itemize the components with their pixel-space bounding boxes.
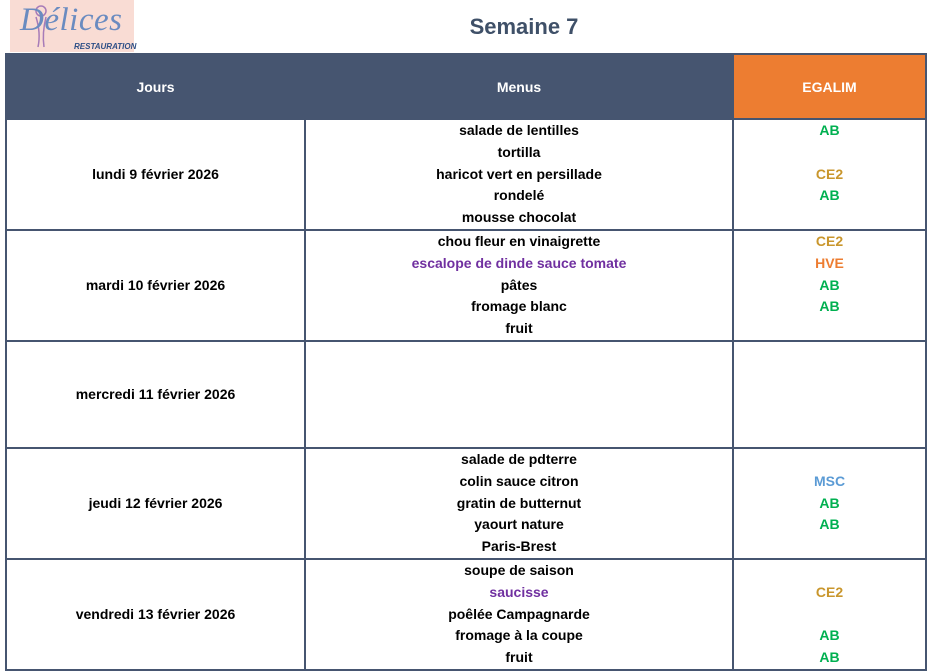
egalim-label: AB [819,649,840,666]
dish-item: fromage à la coupe [455,627,583,644]
egalim-label: CE2 [815,583,844,600]
egalim-label [734,449,925,471]
egalim-label: HVE [815,254,844,271]
dish-item: tortilla [497,143,541,160]
dish-item: saucisse [489,583,549,600]
dish-item: pâtes [500,276,538,293]
egalim-label [734,142,925,164]
egalim-cell [733,230,926,341]
day-cell: vendredi 13 février 2026 [6,559,305,670]
egalim-label [734,560,925,582]
dish-item: colin sauce citron [459,472,579,489]
egalim-label: AB [819,494,840,511]
menu-cell [305,230,733,341]
dish-item: salade de pdterre [461,450,577,467]
logo-subtext: RESTAURATION [74,42,137,51]
egalim-label [734,207,925,229]
egalim-cell [733,341,926,448]
menu-table [5,53,927,671]
header-egalim: EGALIM [733,54,926,119]
menu-cell [305,559,733,670]
dish-item: fromage blanc [471,298,567,315]
egalim-label: AB [819,516,840,533]
dish-item: fruit [505,649,533,666]
egalim-label [734,318,925,340]
menu-rows [6,119,926,670]
egalim-cell [733,448,926,559]
dish-item: salade de lentilles [459,122,579,138]
menu-cell [305,119,733,230]
day-cell: lundi 9 février 2026 [6,119,305,230]
egalim-label: AB [819,627,840,644]
day-row [6,448,926,559]
day-row [6,341,926,448]
day-cell: jeudi 12 février 2026 [6,448,305,559]
day-row [6,230,926,341]
header-jours: Jours [6,54,305,119]
day-cell: mercredi 11 février 2026 [6,341,305,448]
dish-item: haricot vert en persillade [436,165,602,182]
egalim-label: AB [819,276,840,293]
header-menus: Menus [305,54,733,119]
day-row [6,559,926,670]
logo-script-text: Délices [20,2,123,38]
day-cell: mardi 10 février 2026 [6,230,305,341]
egalim-label [734,536,925,558]
dish-item: yaourt nature [474,516,564,533]
egalim-label: CE2 [815,165,844,182]
menu-cell [305,448,733,559]
egalim-label: AB [819,122,840,138]
egalim-label: AB [819,187,840,204]
dish-item: poêlée Campagnarde [448,605,590,622]
header-row [6,54,926,119]
dish-item: chou fleur en vinaigrette [437,232,601,249]
page-title: Semaine 7 [469,14,579,39]
egalim-cell [733,119,926,230]
egalim-label: CE2 [815,232,844,249]
menu-cell [305,341,733,448]
dish-item: rondelé [493,187,545,204]
dish-item: soupe de saison [464,561,574,578]
dish-item: mousse chocolat [461,209,577,226]
dish-item: escalope de dinde sauce tomate [411,254,627,271]
dish-item: fruit [505,320,533,337]
day-row [6,119,926,230]
egalim-cell [733,559,926,670]
egalim-label: AB [819,298,840,315]
egalim-label [734,604,925,626]
dish-item: gratin de butternut [456,494,582,511]
dish-item: Paris-Brest [481,538,557,555]
egalim-label: MSC [813,472,846,489]
